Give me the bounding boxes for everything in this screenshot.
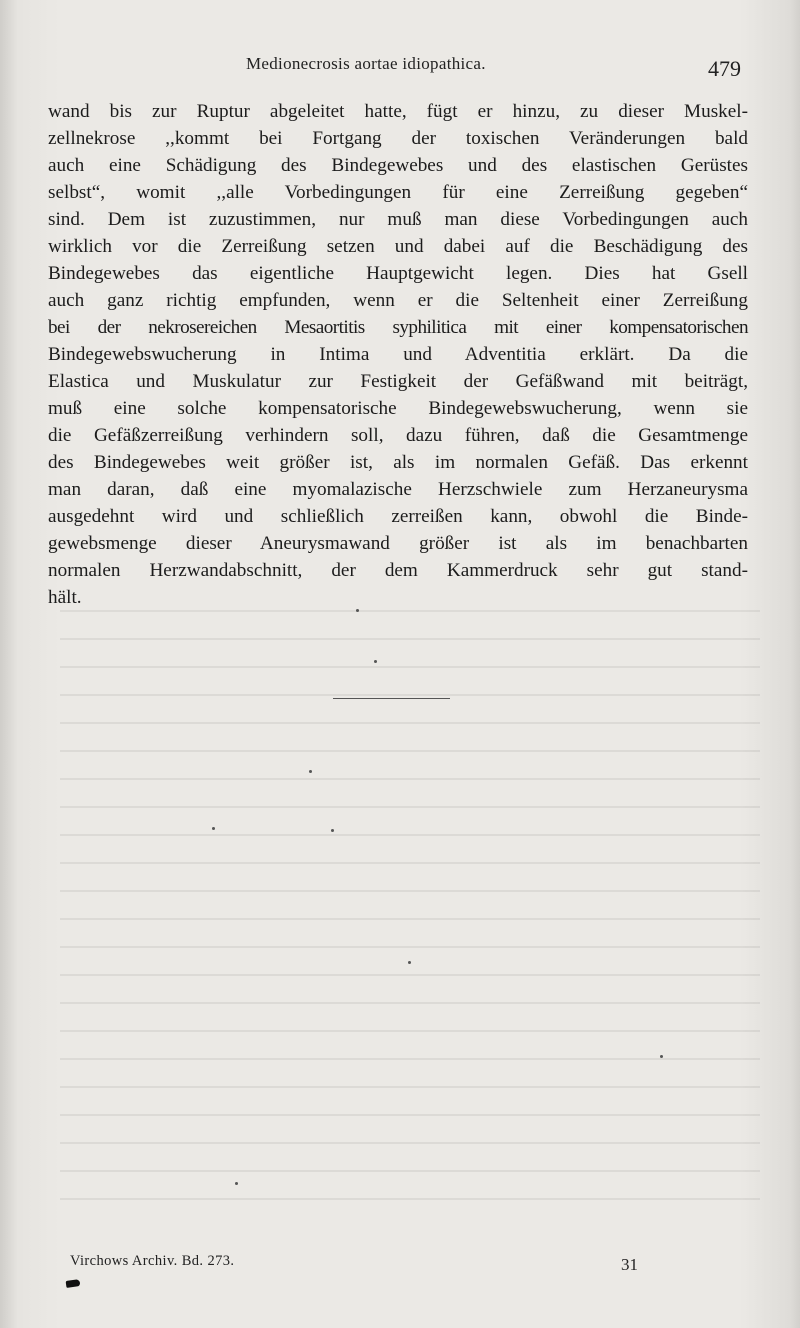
print-speck — [660, 1055, 663, 1058]
text-line: bei der nekrosereichen Mesaortitis syphilitica mit einer kompensatorischen — [48, 317, 748, 338]
bleed-line — [60, 918, 760, 920]
bleed-line — [60, 1058, 760, 1060]
text-line: auch eine Schädigung des Bindegewebes und des elastischen Gerüstes — [48, 155, 748, 176]
print-speck — [408, 961, 411, 964]
text-line: sind. Dem ist zuzustimmen, nur muß man diese Vorbedingungen auch — [48, 209, 748, 230]
text-line: wirklich vor die Zerreißung setzen und dabei auf die Beschädigung des — [48, 236, 748, 257]
text-line: selbst“, womit ,,alle Vorbedingungen für eine Zerreißung gegeben“ — [48, 182, 748, 203]
bleed-line — [60, 834, 760, 836]
signature-mark: 31 — [621, 1255, 638, 1274]
print-speck — [374, 660, 377, 663]
print-speck — [331, 829, 334, 832]
print-speck — [356, 609, 359, 612]
bleed-line — [60, 946, 760, 948]
text-line: gewebsmenge dieser Aneurysmawand größer ist als im benachbarten — [48, 533, 748, 554]
text-line: hält. — [48, 587, 82, 608]
bleed-line — [60, 1114, 760, 1116]
bleed-line — [60, 666, 760, 668]
text-line: Bindegewebswucherung in Intima und Adventitia erklärt. Da die — [48, 344, 748, 365]
text-line: Elastica und Muskulatur zur Festigkeit der Gefäßwand mit beiträgt, — [48, 371, 748, 392]
page-number: 479 — [708, 56, 741, 81]
bleed-line — [60, 722, 760, 724]
print-speck — [309, 770, 312, 773]
text-line: die Gefäßzerreißung verhindern soll, dazu führen, daß die Gesamtmenge — [48, 425, 748, 446]
ink-blot — [66, 1279, 81, 1288]
bleed-line — [60, 778, 760, 780]
bleed-line — [60, 1030, 760, 1032]
text-line: Bindegewebes das eigentliche Hauptgewicht legen. Dies hat Gsell — [48, 263, 748, 284]
text-line: man daran, daß eine myomalazische Herzschwiele zum Herzaneurysma — [48, 479, 748, 500]
text-line: wand bis zur Ruptur abgeleitet hatte, fügt er hinzu, zu dieser Muskel- — [48, 101, 748, 122]
bleed-line — [60, 1170, 760, 1172]
bleed-line — [60, 862, 760, 864]
bleed-line — [60, 806, 760, 808]
bleed-line — [60, 638, 760, 640]
bleed-line — [60, 1002, 760, 1004]
journal-footer: Virchows Archiv. Bd. 273. — [70, 1253, 235, 1269]
text-line: ausgedehnt wird und schließlich zerreißen kann, obwohl die Binde- — [48, 506, 748, 527]
text-line: des Bindegewebes weit größer ist, als im normalen Gefäß. Das erkennt — [48, 452, 748, 473]
print-speck — [235, 1182, 238, 1185]
bleed-line — [60, 1086, 760, 1088]
bleed-line — [60, 890, 760, 892]
body-paragraph — [48, 98, 748, 611]
bleed-line — [60, 1198, 760, 1200]
text-line: auch ganz richtig empfunden, wenn er die Seltenheit einer Zerreißung — [48, 290, 748, 311]
print-speck — [212, 827, 215, 830]
bleed-line — [60, 1142, 760, 1144]
bleed-line — [60, 750, 760, 752]
section-end-rule — [333, 698, 450, 699]
text-line: zellnekrose ,,kommt bei Fortgang der toxischen Veränderungen bald — [48, 128, 748, 149]
bleed-line — [60, 694, 760, 696]
running-head-title: Medionecrosis aortae idiopathica. — [246, 54, 486, 73]
text-line: normalen Herzwandabschnitt, der dem Kammerdruck sehr gut stand- — [48, 560, 748, 581]
text-line: muß eine solche kompensatorische Bindegewebswucherung, wenn sie — [48, 398, 748, 419]
bleed-line — [60, 974, 760, 976]
show-through-bleed — [60, 610, 760, 1230]
